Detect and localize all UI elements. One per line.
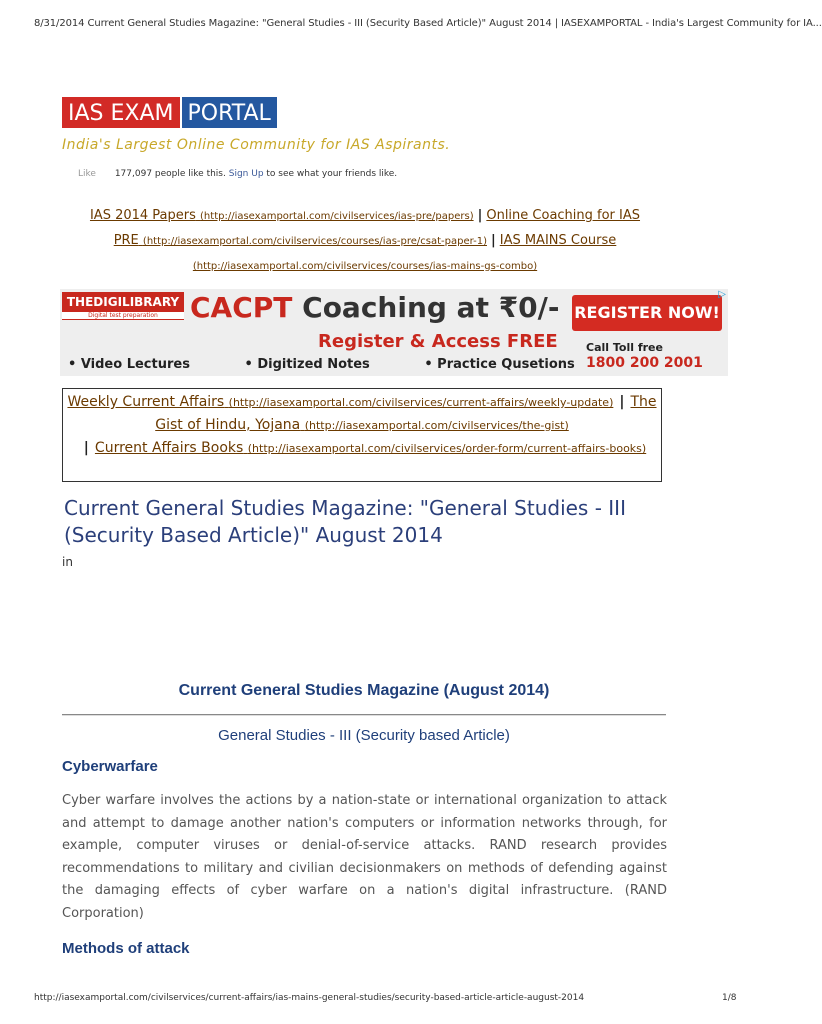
link-ias-2014-papers-text: IAS 2014 Papers bbox=[89, 208, 196, 223]
ad-logo-text: THEDIGILIBRARY bbox=[66, 295, 180, 309]
link-online-coaching-url: (http://iasexamportal.com/civilservices/courses/ias-pre/csat-paper-1) bbox=[142, 236, 487, 247]
print-footer-url: http://iasexamportal.com/civilservices/current-affairs/ias-mains-general-studies/security-based-article-article-august-2014 bbox=[34, 993, 585, 1003]
adchoices-icon[interactable]: ▷ bbox=[718, 289, 726, 300]
separator: | bbox=[477, 208, 483, 223]
link-current-affairs-books[interactable] bbox=[95, 440, 646, 456]
ad-logo-subtext: Digital test preparation bbox=[62, 312, 184, 319]
link-online-coaching-text: Online Coaching for IAS PRE bbox=[113, 208, 641, 248]
section-heading-cyberwarfare: Cyberwarfare bbox=[62, 758, 158, 775]
link-weekly-current-affairs-text: Weekly Current Affairs bbox=[67, 394, 225, 410]
link-gist-hindu-yojana-url: (http://iasexamportal.com/civilservices/the-gist) bbox=[304, 419, 569, 432]
magazine-heading: Current General Studies Magazine (August 2014) bbox=[178, 682, 550, 699]
link-ias-2014-papers-url: (http://iasexamportal.com/civilservices/ias-pre/papers) bbox=[200, 211, 474, 222]
ad-phone-number: 1800 200 2001 bbox=[586, 355, 703, 371]
ad-bullet-video: • Video Lectures bbox=[68, 357, 190, 372]
ad-headline bbox=[190, 291, 560, 324]
ad-headline-coaching: Coaching at ₹0/- bbox=[302, 291, 560, 324]
section-paragraph-cyberwarfare: Cyber warfare involves the actions by a nation-state or international organization to attack and attempt to damage another nation's computers or information networks through, for example, computer viruses or denial-of-service attacks. RAND research provides recommendations to military and civilian decisionmakers on methods of defending against the damaging effects of cyber warfare on a nation's digital infrastructure. (RAND Corporation) bbox=[62, 793, 667, 921]
link-current-affairs-books-text: Current Affairs Books bbox=[94, 440, 244, 456]
current-affairs-links-box bbox=[62, 388, 662, 482]
facebook-signup-link[interactable]: Sign Up bbox=[228, 169, 264, 179]
facebook-signup-rest: to see what your friends like. bbox=[266, 169, 398, 179]
separator: | bbox=[619, 394, 625, 410]
link-ias-mains-course-url: (http://iasexamportal.com/civilservices/courses/ias-mains-gs-combo) bbox=[192, 261, 538, 272]
ad-bullets bbox=[68, 357, 625, 372]
print-footer-page-number: 1/8 bbox=[722, 993, 737, 1003]
gs-heading: General Studies - III (Security based Article) bbox=[218, 727, 510, 744]
link-ias-mains-course-text: IAS MAINS Course bbox=[499, 233, 617, 248]
site-tagline: India's Largest Online Community for IAS Aspirants. bbox=[62, 137, 451, 153]
facebook-like-button[interactable]: Like bbox=[78, 169, 96, 179]
ad-logo bbox=[62, 292, 184, 320]
in-label: in bbox=[62, 555, 73, 569]
print-header: 8/31/2014 Current General Studies Magazine: "General Studies - III (Security Based Article)" August 2014 | IASEXAMPORTAL - India's Largest Community for IA... bbox=[34, 18, 822, 29]
separator: | bbox=[490, 233, 496, 248]
link-current-affairs-books-url: (http://iasexamportal.com/civilservices/order-form/current-affairs-books) bbox=[247, 442, 647, 455]
logo-part-ias-exam: IAS EXAM bbox=[62, 97, 180, 128]
link-weekly-current-affairs[interactable] bbox=[67, 394, 613, 410]
ad-subheadline: Register & Access FREE bbox=[318, 331, 558, 352]
ad-toll-free-label: Call Toll free bbox=[586, 341, 663, 354]
facebook-like-count: 177,097 people like this. bbox=[114, 169, 226, 179]
site-logo[interactable] bbox=[62, 97, 277, 128]
section-heading-methods-of-attack: Methods of attack bbox=[62, 940, 190, 957]
ad-bullet-practice: • Practice Qusetions bbox=[424, 357, 575, 372]
page-title: Current General Studies Magazine: "General Studies - III (Security Based Article)" August 2014 bbox=[64, 496, 626, 547]
facebook-like-widget bbox=[78, 169, 397, 179]
divider bbox=[62, 714, 666, 716]
link-ias-2014-papers[interactable] bbox=[90, 208, 474, 223]
link-gist-hindu-yojana-text: The Gist of Hindu, Yojana bbox=[155, 394, 657, 433]
link-weekly-current-affairs-url: (http://iasexamportal.com/civilservices/current-affairs/weekly-update) bbox=[228, 396, 614, 409]
separator: | bbox=[83, 440, 89, 456]
logo-part-portal: PORTAL bbox=[180, 97, 277, 128]
ad-bullet-notes: • Digitized Notes bbox=[244, 357, 370, 372]
advertisement-banner[interactable] bbox=[60, 289, 728, 376]
ad-register-button[interactable]: REGISTER NOW! bbox=[572, 295, 722, 331]
ad-headline-cacpt: CACPT bbox=[190, 291, 293, 324]
top-links bbox=[76, 204, 654, 279]
